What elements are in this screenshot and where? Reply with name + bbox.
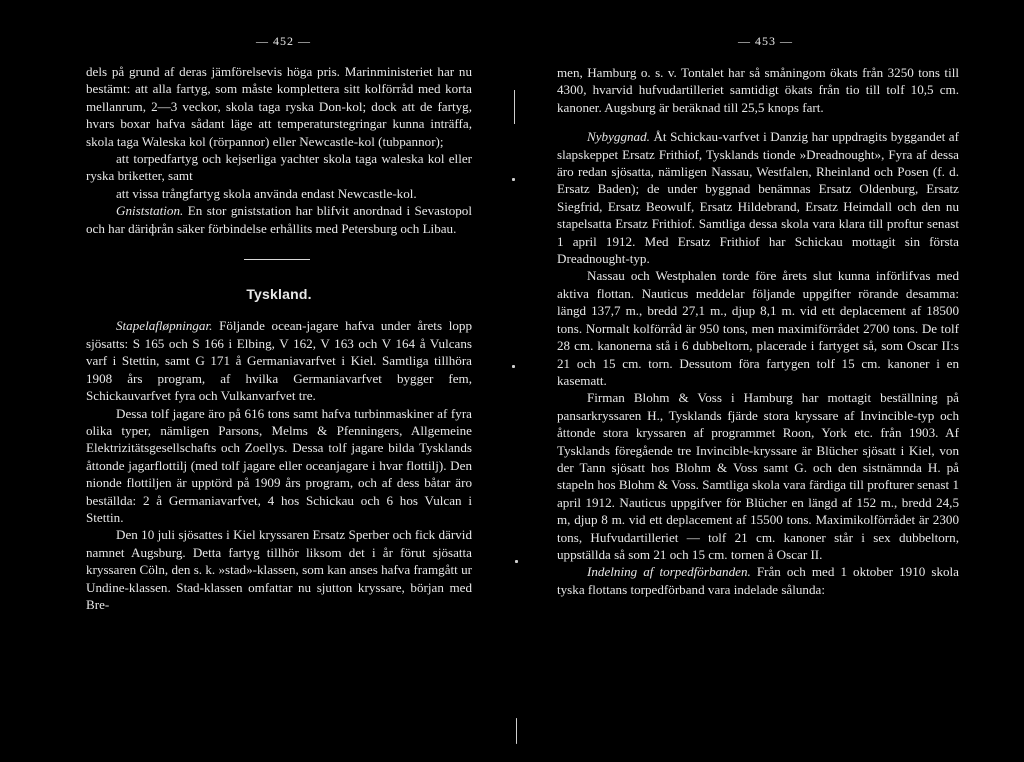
text-nybyggnad: Åt Schickau-varfvet i Danzig har uppdragits byggandet af slapskeppet Ersatz Frithiof, Tysklands tionde »Dreadnought», Fyra af dessa äro redan sjösatta, nämligen Nassau, Westfalen, Rheinland och Posen (f. d. Ersatz Baden); de under byggnad benämnas Ersatz Oldenburg, Ersatz Siegfrid, Ersatz Beowulf, Ersatz Hildebrand, Ersatz Heimdall och den nu stapelsatta Ersatz Frithiof. Samtliga dessa skola vara klara till proftur senast 1 april 1912. Med Ersatz Frithiof har Schickau mottagit sin första Dreadnought-typ.: [557, 129, 959, 267]
section-heading-tyskland: Tyskland.: [246, 286, 312, 303]
paragraph-nybyggnad: [557, 128, 959, 267]
text-gniststation: En stor gniststation har blifvit anordnad i Sevastopol och har däriфrån säker förbindelse erhållits med Petersburg och Libau.: [86, 203, 472, 236]
page-number-left: — 452 —: [256, 34, 311, 48]
label-gniststation: Gniststation.: [116, 203, 184, 219]
paragraph-jagare: Dessa tolf jagare äro på 616 tons samt hafva turbinmaskiner af fyra olika typer, nämligen Parsons, Melms & Pfenningers, Allgemeine Elektrizitätsgesellschafts och Zoellys. Dessa tolf jagare bilda Tysklands åttonde jagarflottilj (med tolf jagare eller oceanjagare i hvar flottilj). Den nionde flottiljen är upptörd på 1909 års program, och af dess båtar äro beställda: 2 å Germaniavarfvet, 4 hos Schickau och 6 hos Vulcan i Stettin.: [86, 405, 472, 525]
paragraph-newcastle: att vissa trångfartyg skola använda endast Newcastle-kol.: [116, 185, 417, 201]
right-page: [512, 0, 1024, 762]
paragraph-coal: dels på grund af deras jämförelsevis höga pris. Marinministeriet har nu bestämt: att alla fartyg, som måste komplettera sitt kolförråd med korta mellanrum, 2—3 veckor, skola taga ryska Don-kol; dock att de fartyg, hvars boxar hafva sådant läge att temperaturstegringar kunna inträffa, skola taga Waleska kol (rörpannor) eller Newcastle-kol (tubpannor);: [86, 64, 472, 149]
label-indelning: Indelning af torpedförbanden.: [587, 564, 751, 580]
page-number-right: — 453 —: [738, 34, 793, 48]
left-column: [86, 63, 472, 613]
paragraph-blohm-voss: Firman Blohm & Voss i Hamburg har mottagit beställning på pansarkryssaren H., Tysklands fjärde stora kryssare af Invincible-typ och åttonde stora kryssaren af programmet Roon, York etc. från 1903. Af Tysklands föregående tre Invincible-kryssare är Blücher sjösatt i Kiel, von der Tann sjösatt hos Blohm & Voss samt G. och den sistnämnda H. på stapeln hos Blohm & Voss. Samtliga skola vara färdiga till profturer senast 1 april 1912. Nauticus uppgifver för Blücher en längd af 152 m., bredd 24,5 m, djup 8 m. vid ett deplacement af 15500 tons. Maximikolförrådet är 2300 tons, Hufvudartilleriet — tolf 21 cm. kanoner står i sex dubbeltorn, uppställda så som 21 och 15 cm. tornen å Oscar II.: [557, 390, 959, 562]
right-column: [557, 64, 959, 598]
text-indelning: Från och med 1 oktober 1910 skola tyska flottans torpedförband vara indelade sålunda:: [557, 564, 959, 597]
paragraph-tontalet: men, Hamburg o. s. v. Tontalet har så småningom ökats från 3250 tons till 4300, hvarvid hufvudartilleriet samtidigt ökats från tio till tolf 10,5 cm. kanoner. Augsburg är beräknad till 25,5 knops fart.: [557, 65, 959, 115]
label-stapelafloepningar: Stapelafløpningar.: [116, 318, 213, 334]
paragraph-indelning: [557, 563, 959, 598]
section-divider: [244, 259, 310, 260]
paragraph-torpedo-coal: att torpedfartyg och kejserliga yachter skola taga waleska kol eller ryska briketter, samt: [86, 151, 472, 184]
label-nybyggnad: Nybyggnad.: [587, 129, 650, 145]
paragraph-augsburg: Den 10 juli sjösattes i Kiel kryssaren Ersatz Sperber och fick därvid namnet Augsburg. Detta fartyg tillhör liksom det i år förut sjösatta kryssaren Cöln, den s. k. »stad»-klassen, som kan anses hafva framgått ur Undine-klassen. Stad-klassen omfattar nu sjutton kryssare, början med Bre-: [86, 527, 472, 612]
paragraph-stapelafloepningar: [86, 317, 472, 404]
spacer: [557, 116, 959, 128]
paragraph-nassau: Nassau och Westphalen torde före årets slut kunna införlifvas med aktiva flottan. Nauticus meddelar följande uppgifter rörande desamma: längd 137,7 m., bredd 27,1 m., djup 8,1 m. vid ett deplacement af 18500 tons. Normalt kolförråd är 950 tons, men maximiförrådet 2700 tons. De tolf 28 cm. kanonerna stå i 6 dubbeltorn, placerade i fartyget så, som Oscar II:s 21 och 15 cm. torn. Dessutom föra fartygen tolf 15 cm. kanoner i en kasematt.: [557, 268, 959, 388]
paragraph-gniststation: [86, 202, 472, 237]
text-stapelafloepningar: Följande ocean-jagare hafva under årets lopp sjösatts: S 165 och S 166 i Elbing, V 162, V 163 och V 164 å Vulcans varf i Stettin, samt G 171 å Germaniavarfvet i Kiel. Samtliga tillhöra 1908 års program, af hvilka Germaniavarfvet bygger fem, Schickauvarfvet fyra och Vulkanvarfvet tre.: [86, 318, 472, 404]
